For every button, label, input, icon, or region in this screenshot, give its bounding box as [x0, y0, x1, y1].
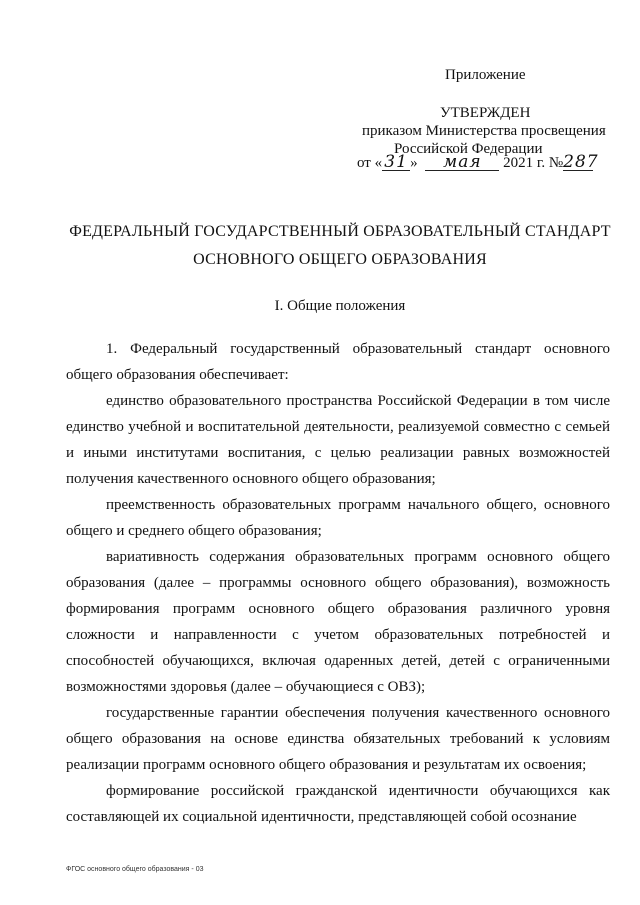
date-mid: » [410, 155, 418, 171]
approved-label: УТВЕРЖДЕН [440, 105, 531, 121]
order-date-line [357, 152, 599, 172]
paragraph-2: единство образовательного пространства Российской Федерации в том числе единство учебной и воспитательной деятельности, реализуемой совместно с семьей и иными институтами воспитания, с целью реализации равных возможностей получения качественного основного общего образования; [66, 393, 610, 487]
date-year: 2021 г. № [503, 155, 564, 171]
paragraph-5: государственные гарантии обеспечения получения качественного основного общего образования на основе единства обязательных требований к условиям реализации программ основного общего образования и результатам их освоения; [66, 705, 610, 773]
order-line-2: Российской Федерации [394, 141, 543, 157]
order-number-signature: 287 [563, 152, 599, 172]
order-line-1: приказом Министерства просвещения [362, 123, 606, 139]
appendix-label: Приложение [445, 67, 526, 83]
date-month-signature: мая [425, 154, 499, 171]
document-title-line-1: ФЕДЕРАЛЬНЫЙ ГОСУДАРСТВЕННЫЙ ОБРАЗОВАТЕЛЬНЫЙ СТАНДАРТ [69, 223, 611, 240]
document-title-line-2: ОСНОВНОГО ОБЩЕГО ОБРАЗОВАНИЯ [193, 251, 487, 268]
date-prefix: от « [357, 155, 383, 171]
page-footer: ФГОС основного общего образования - 03 [66, 866, 204, 873]
paragraph-1: 1. Федеральный государственный образовательный стандарт основного общего образования обеспечивает: [66, 341, 610, 383]
paragraph-6: формирование российской гражданской идентичности обучающихся как составляющей их социальной идентичности, представляющей собой осознание [66, 783, 610, 825]
date-day-signature: 31 [382, 154, 410, 171]
document-body [66, 336, 610, 830]
section-heading: I. Общие положения [274, 298, 406, 314]
paragraph-3: преемственность образовательных программ начального общего, основного общего и среднего общего образования; [66, 497, 610, 539]
paragraph-4: вариативность содержания образовательных программ основного общего образования (далее – программы основного общего образования), возможность формирования программ основного общего образования различного уровня сложности и направленности с учетом образовательных потребностей и способностей обучающихся, включая одаренных детей, детей с ограниченными возможностями здоровья (далее – обучающиеся с ОВЗ); [66, 549, 610, 695]
